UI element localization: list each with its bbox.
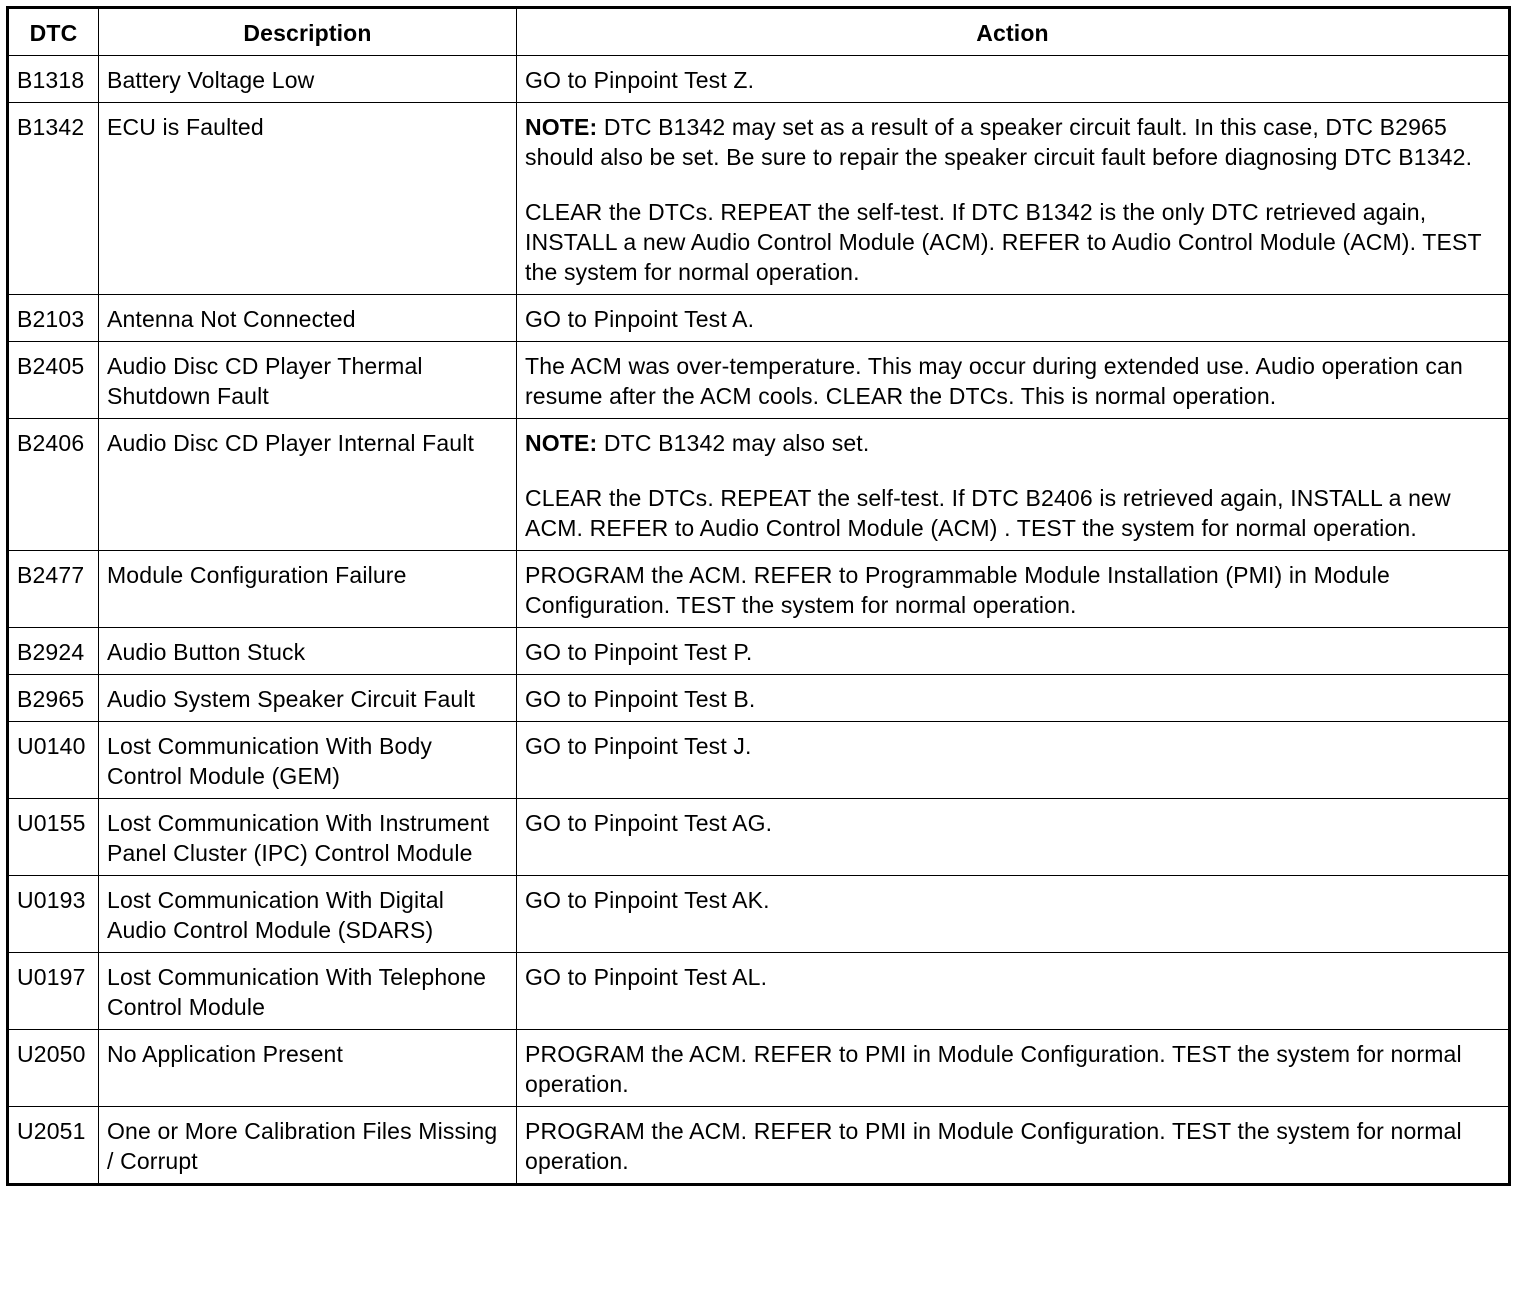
dtc-action [517, 953, 1510, 1030]
dtc-description: One or More Calibration Files Missing / Corrupt [99, 1107, 517, 1185]
dtc-code: B2924 [8, 628, 99, 675]
action-text: PROGRAM the ACM. REFER to PMI in Module Configuration. TEST the system for normal operation. [525, 1118, 1462, 1174]
table-row [8, 419, 1510, 551]
dtc-action [517, 799, 1510, 876]
dtc-action [517, 295, 1510, 342]
action-text: GO to Pinpoint Test AL. [525, 964, 768, 990]
note-text: DTC B1342 may also set. [603, 430, 870, 456]
dtc-code: B2965 [8, 675, 99, 722]
table-row [8, 103, 1510, 295]
dtc-description: No Application Present [99, 1030, 517, 1107]
action-text: GO to Pinpoint Test P. [525, 639, 753, 665]
table-row [8, 953, 1510, 1030]
table-row [8, 876, 1510, 953]
note-label: NOTE: [525, 114, 598, 140]
action-text: CLEAR the DTCs. REPEAT the self-test. If DTC B1342 is the only DTC retrieved again, INSTALL a new Audio Control Module (ACM). REFER to Audio Control Module (ACM). TEST the system for normal operation. [525, 199, 1482, 285]
dtc-action [517, 722, 1510, 799]
dtc-action [517, 419, 1510, 551]
dtc-code: U0197 [8, 953, 99, 1030]
dtc-action [517, 551, 1510, 628]
dtc-description: Lost Communication With Body Control Module (GEM) [99, 722, 517, 799]
dtc-code: U0140 [8, 722, 99, 799]
table-row [8, 799, 1510, 876]
action-text: GO to Pinpoint Test A. [525, 306, 755, 332]
dtc-description: Audio Button Stuck [99, 628, 517, 675]
action-text: GO to Pinpoint Test AK. [525, 887, 770, 913]
table-header-row [8, 8, 1510, 56]
dtc-action [517, 675, 1510, 722]
dtc-action [517, 1030, 1510, 1107]
dtc-code: U2051 [8, 1107, 99, 1185]
dtc-code: B2477 [8, 551, 99, 628]
table-row [8, 295, 1510, 342]
dtc-action [517, 1107, 1510, 1185]
header-dtc: DTC [8, 8, 99, 56]
table-row [8, 722, 1510, 799]
table-row [8, 628, 1510, 675]
dtc-description: Module Configuration Failure [99, 551, 517, 628]
dtc-action [517, 876, 1510, 953]
dtc-code: B2103 [8, 295, 99, 342]
dtc-action [517, 342, 1510, 419]
table-row [8, 675, 1510, 722]
action-text: GO to Pinpoint Test Z. [525, 67, 755, 93]
dtc-code: B2405 [8, 342, 99, 419]
action-text: PROGRAM the ACM. REFER to Programmable Module Installation (PMI) in Module Configuration. TEST the system for normal operation. [525, 562, 1390, 618]
dtc-action [517, 56, 1510, 103]
dtc-description: Battery Voltage Low [99, 56, 517, 103]
dtc-action [517, 103, 1510, 295]
action-text: GO to Pinpoint Test J. [525, 733, 752, 759]
dtc-code: U0193 [8, 876, 99, 953]
dtc-description: ECU is Faulted [99, 103, 517, 295]
action-text: PROGRAM the ACM. REFER to PMI in Module Configuration. TEST the system for normal operation. [525, 1041, 1462, 1097]
table-row [8, 1030, 1510, 1107]
table-row [8, 342, 1510, 419]
header-description: Description [99, 8, 517, 56]
dtc-description: Lost Communication With Instrument Panel Cluster (IPC) Control Module [99, 799, 517, 876]
dtc-description: Lost Communication With Telephone Control Module [99, 953, 517, 1030]
dtc-description: Antenna Not Connected [99, 295, 517, 342]
dtc-code: B1318 [8, 56, 99, 103]
dtc-code: B2406 [8, 419, 99, 551]
dtc-description: Audio Disc CD Player Thermal Shutdown Fault [99, 342, 517, 419]
action-text: GO to Pinpoint Test B. [525, 686, 756, 712]
dtc-table [6, 6, 1511, 1186]
action-note [525, 112, 1500, 172]
action-text: GO to Pinpoint Test AG. [525, 810, 773, 836]
dtc-description: Lost Communication With Digital Audio Control Module (SDARS) [99, 876, 517, 953]
dtc-description: Audio System Speaker Circuit Fault [99, 675, 517, 722]
note-label: NOTE: [525, 430, 598, 456]
table-body [8, 56, 1510, 1185]
table-row [8, 1107, 1510, 1185]
action-text: CLEAR the DTCs. REPEAT the self-test. If DTC B2406 is retrieved again, INSTALL a new ACM. REFER to Audio Control Module (ACM) . TEST the system for normal operation. [525, 485, 1451, 541]
action-note [525, 428, 1500, 458]
table-row [8, 551, 1510, 628]
dtc-action [517, 628, 1510, 675]
dtc-code: U2050 [8, 1030, 99, 1107]
header-action: Action [517, 8, 1510, 56]
action-text: The ACM was over-temperature. This may occur during extended use. Audio operation can resume after the ACM cools. CLEAR the DTCs. This is normal operation. [525, 353, 1463, 409]
dtc-code: U0155 [8, 799, 99, 876]
table-row [8, 56, 1510, 103]
dtc-code: B1342 [8, 103, 99, 295]
dtc-description: Audio Disc CD Player Internal Fault [99, 419, 517, 551]
note-text: DTC B1342 may set as a result of a speaker circuit fault. In this case, DTC B2965 should also be set. Be sure to repair the speaker circuit fault before diagnosing DTC B1342. [525, 114, 1473, 170]
